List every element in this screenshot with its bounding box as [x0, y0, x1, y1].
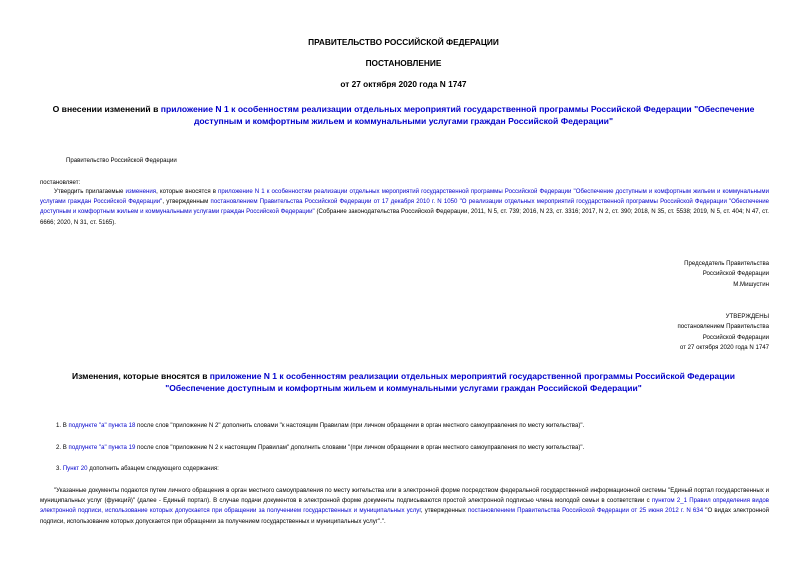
decree-1050-link[interactable]: постановлением Правительства Российской Федерации от 17 декабря 2010 г. N 1050 "О реализации отдельных мероприятий государственной программы Российской Федерации "Обеспечение доступным и комфортным жильем и коммунальными услугами граждан Российской Федерации"	[40, 198, 769, 216]
item-2-link[interactable]: подпункте "а" пункта 19	[68, 444, 136, 451]
item-1-text-1: 1. В	[56, 422, 69, 429]
changes-link[interactable]: изменения	[125, 188, 157, 195]
signature-line-1: Председатель Правительства	[684, 260, 769, 267]
main-paragraph	[40, 187, 769, 228]
document-title	[40, 103, 767, 127]
title-prefix: О внесении изменений в	[52, 104, 161, 114]
item-3-text-2: дополнить абзацем следующего содержания:	[87, 465, 219, 472]
item-2-text-2: после слов "приложение N 2 к настоящим Правилам" дополнить словами "(при личном обращении в орган местного самоуправления по месту жительства)".	[135, 444, 585, 451]
document-date-number: от 27 октября 2020 года N 1747	[340, 79, 467, 89]
approved-line-1: УТВЕРЖДЕНЫ	[725, 313, 769, 320]
document-type: ПОСТАНОВЛЕНИЕ	[365, 58, 442, 68]
item-1-text-2: после слов "приложение N 2" дополнить словами "к настоящим Правилам (при личном обращении в орган местного самоуправления по месту жительства)".	[135, 422, 585, 429]
quote-rules-link[interactable]: Правил определения видов электронной подписи, использование которых допускается при обращении за получением государственных и муниципальных услуг	[40, 497, 770, 515]
quote-text-3: , утвержденных	[420, 507, 468, 515]
main-paragraph-text-4: (Собрание законодательства Российской Федерации, 2011, N 5, ст. 739; 2016, N 23, ст. 3316; 2017, N 2, ст. 390; 2018, N 35, ст. 5538; 2019, N 5, ст. 404; N 47, ст. 6666; 2020, N 31, ст. 5165).	[40, 208, 769, 226]
signature-line-3: М.Мишустин	[733, 280, 769, 288]
item-3-text-1: 3.	[56, 465, 63, 472]
quoted-paragraph	[40, 486, 769, 527]
signature-block	[684, 259, 769, 290]
item-3-link[interactable]: Пункт 20	[62, 465, 88, 472]
government-heading: ПРАВИТЕЛЬСТВО РОССИЙСКОЙ ФЕДЕРАЦИИ	[308, 37, 499, 47]
preamble-government: Правительство Российской Федерации	[66, 157, 177, 164]
item-1	[56, 421, 584, 431]
quote-text-4: "О видах электронной подписи, использование которых допускается при обращении за получением государственных и муниципальных услуг".".	[40, 507, 769, 525]
quote-decree-634-link[interactable]: постановлением Правительства Российской Федерации от 25 июня 2012 г. N 634	[467, 507, 704, 515]
item-2	[56, 443, 584, 453]
item-3	[56, 464, 219, 474]
approved-line-2: постановлением Правительства	[677, 323, 769, 331]
main-paragraph-text-1: Утвердить прилагаемые	[54, 188, 126, 195]
item-2-text-1: 2. В	[56, 444, 69, 451]
title-annex-link[interactable]: приложение N 1 к особенностям реализации отдельных мероприятий государственной программы Российской Федерации "Обеспечение доступным и комфортным жильем и коммунальными услугами граждан Российской Федерации"	[160, 104, 755, 126]
changes-title-prefix: Изменения, которые вносятся в	[72, 371, 210, 381]
approved-line-4: от 27 октября 2020 года N 1747	[679, 344, 769, 352]
preamble-decrees: постановляет:	[40, 179, 81, 186]
changes-title	[50, 370, 757, 394]
quote-text-1: "Указанные документы подаются путем личного обращения в орган местного самоуправления по месту жительства или в электронной форме посредством федеральной государственной информационной системы "Единый портал государственных и муниципальных услуг (функций)" (далее - Единый портал). В случае подачи документов в электронной форме документы подписываются простой электронной подписью члена молодой семьи в соответствии с	[40, 487, 769, 505]
main-paragraph-text-2: , которые вносятся в	[156, 188, 219, 195]
item-1-link[interactable]: подпункте "а" пункта 18	[68, 422, 136, 429]
changes-title-annex-link[interactable]: приложение N 1 к особенностям реализации отдельных мероприятий государственной программы Российской Федерации "Обеспечение доступным и комфортным жильем и коммунальными услугами граждан Российской Федерации"	[165, 371, 735, 393]
quote-point-2-1-link[interactable]: пунктом 2_1	[651, 497, 688, 505]
main-paragraph-text-3: , утвержденным	[162, 198, 211, 206]
annex-link[interactable]: приложение N 1 к особенностям реализации отдельных мероприятий государственной программы Российской Федерации "Обеспечение доступным и комфортным жильем и коммунальными услугами граждан Российской Федерации"	[40, 188, 769, 206]
signature-line-2: Российской Федерации	[702, 270, 769, 278]
approved-block	[677, 312, 769, 354]
approved-line-3: Российской Федерации	[702, 333, 769, 341]
